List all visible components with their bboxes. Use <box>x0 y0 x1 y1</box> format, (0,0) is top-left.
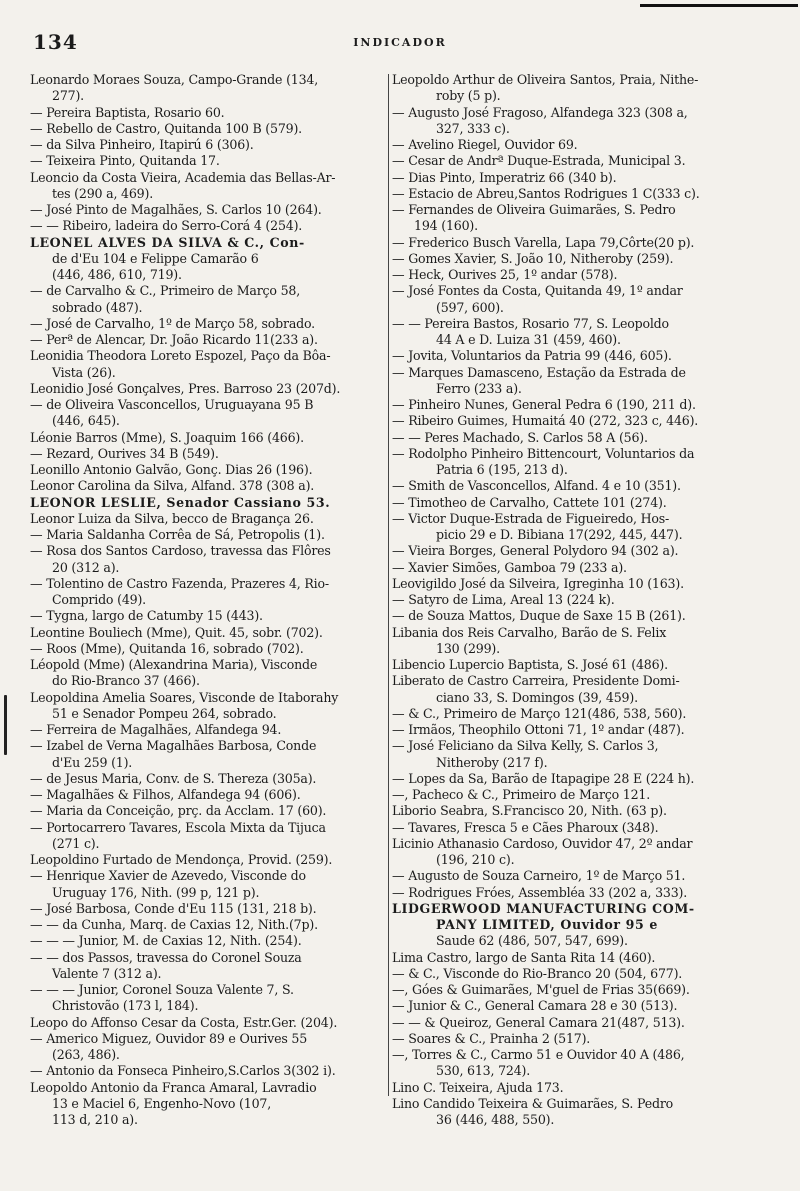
index-entry-line: 327, 333 c). <box>436 120 510 136</box>
index-entry-line: — Tygna, largo de Catumby 15 (443). <box>30 608 263 624</box>
index-entry-line: (196, 210 c). <box>436 852 515 867</box>
index-entry-line: Leonor Luiza da Silva, becco de Bragança 26. <box>30 510 314 526</box>
index-entry-line: Ferro (233 a). <box>436 380 522 396</box>
index-entry-line: —, Góes & Guimarães, M'guel de Frias 35(669). <box>392 982 690 997</box>
right-column <box>392 72 766 1128</box>
column-divider <box>388 74 389 1096</box>
index-entry-line: Leontine Bouliech (Mme), Quit. 45, sobr. (702). <box>30 624 323 640</box>
index-entry-line: — — dos Passos, travessa do Coronel Souza <box>30 949 302 965</box>
index-entry-line: — Antonio da Fonseca Pinheiro,S.Carlos 3(302 i). <box>30 1063 336 1079</box>
index-entry-line: — — — Junior, Coronel Souza Valente 7, S. <box>30 982 294 997</box>
index-entry-line: — de Carvalho & C., Primeiro de Março 58, <box>30 283 300 299</box>
index-entry-line: — Teixeira Pinto, Quitanda 17. <box>30 153 220 169</box>
index-entry-line: ciano 33, S. Domingos (39, 459). <box>436 689 638 705</box>
index-entry-line: — de Jesus Maria, Conv. de S. Thereza (305a). <box>30 770 317 786</box>
index-entry-line: Saude 62 (486, 507, 547, 699). <box>436 933 628 949</box>
index-entry-line: Leonardo Moraes Souza, Campo-Grande (134, <box>30 72 319 87</box>
index-entry-line: — Tolentino de Castro Fazenda, Prazeres 4, Rio- <box>30 575 329 591</box>
index-entry-line: — Pereira Baptista, Rosario 60. <box>30 104 225 120</box>
index-entry-line: — & C., Primeiro de Março 121(486, 538, 560). <box>392 705 687 721</box>
index-entry-line: — José Feliciano da Silva Kelly, S. Carlos 3, <box>392 738 659 754</box>
index-entry-line: de d'Eu 104 e Felippe Camarão 6 <box>52 250 259 266</box>
index-entry-line: Léopold (Mme) (Alexandrina Maria), Visconde <box>30 657 318 672</box>
index-entry-line: — Vieira Borges, General Polydoro 94 (302 a). <box>392 543 679 559</box>
index-entry-line: —, Pacheco & C., Primeiro de Março 121. <box>392 787 651 802</box>
index-entry-line: — Irmãos, Theophilo Ottoni 71, 1º andar (487). <box>392 722 685 737</box>
index-entry-line: — Augusto de Souza Carneiro, 1º de Março 51. <box>392 868 686 884</box>
index-entry-line: — Rebello de Castro, Quitanda 100 B (579). <box>30 120 302 136</box>
index-entry-line: Libencio Lupercio Baptista, S. José 61 (486). <box>392 657 668 672</box>
index-entry-line: — — Peres Machado, S. Carlos 58 A (56). <box>392 429 648 445</box>
index-entry-line: Leopoldino Furtado de Mendonça, Provid. (259). <box>30 852 333 867</box>
index-entry-line: 194 (160). <box>414 218 478 234</box>
index-entry-line: do Rio-Branco 37 (466). <box>52 673 200 689</box>
index-entry-line: 113 d, 210 a). <box>52 1112 138 1127</box>
index-entry-line: Vista (26). <box>52 364 116 380</box>
index-entry-line: 44 A e D. Luiza 31 (459, 460). <box>436 332 621 347</box>
index-entry-line: LEONOR LESLIE, Senador Cassiano 53. <box>30 494 331 510</box>
index-entry-line: (263, 486). <box>52 1047 120 1062</box>
index-entry-line: — Lopes da Sa, Barão de Itapagipe 28 E (224 h). <box>392 770 695 786</box>
index-entry-line: (271 c). <box>52 835 100 851</box>
index-entry-line: — Maria da Conceição, prç. da Acclam. 17 (60). <box>30 803 327 819</box>
index-entry-line: — Soares & C., Prainha 2 (517). <box>392 1030 591 1046</box>
index-entry-line: Leonor Carolina da Silva, Alfand. 378 (308 a). <box>30 478 315 494</box>
index-entry-line: — Ferreira de Magalhães, Alfandega 94. <box>30 722 282 737</box>
index-entry-line: — & C., Visconde do Rio-Branco 20 (504, 677). <box>392 965 683 981</box>
index-entry-line: Liberato de Castro Carreira, Presidente Domi- <box>392 673 680 689</box>
index-entry-line: — — & Queiroz, General Camara 21(487, 513). <box>392 1014 685 1030</box>
index-entry-line: — Americo Miguez, Ouvidor 89 e Ourives 55 <box>30 1030 308 1046</box>
index-entry-line: 51 e Senador Pompeu 264, sobrado. <box>52 705 277 721</box>
index-entry-line: — Junior & C., General Camara 28 e 30 (513). <box>392 998 678 1014</box>
index-entry-line: — Heck, Ourives 25, 1º andar (578). <box>392 267 618 282</box>
index-entry-line: — Satyro de Lima, Areal 13 (224 k). <box>392 592 615 607</box>
index-entry-line: Leopoldina Amelia Soares, Visconde de Itaborahy <box>30 689 339 705</box>
index-entry-line: d'Eu 259 (1). <box>52 754 133 770</box>
index-entry-line: — — Pereira Bastos, Rosario 77, S. Leopoldo <box>392 315 669 331</box>
index-entry-line: Uruguay 176, Nith. (99 p, 121 p). <box>52 884 260 900</box>
index-entry-line: 530, 613, 724). <box>436 1063 531 1079</box>
index-entry-line: — Augusto José Fragoso, Alfandega 323 (308 a, <box>392 104 688 120</box>
index-entry-line: — Xavier Simões, Gamboa 79 (233 a). <box>392 559 627 575</box>
index-entry-line: PANY LIMITED, Ouvidor 95 e <box>436 917 658 932</box>
index-entry-line: — José Barbosa, Conde d'Eu 115 (131, 218 b). <box>30 900 317 916</box>
index-entry-line: Leoncio da Costa Vieira, Academia das Bellas-Ar- <box>30 169 336 185</box>
index-entry-line: Patria 6 (195, 213 d). <box>436 462 568 477</box>
index-entry-line: — Dias Pinto, Imperatriz 66 (340 b). <box>392 169 617 185</box>
index-entry-line: — Pinheiro Nunes, General Pedra 6 (190, 211 d). <box>392 397 696 412</box>
index-entry-line: — Fernandes de Oliveira Guimarães, S. Pedro <box>392 202 676 217</box>
page-number: 134 <box>33 30 78 54</box>
index-entry-line: (446, 645). <box>52 413 120 429</box>
index-entry-line: tes (290 a, 469). <box>52 185 154 201</box>
margin-mark <box>4 695 7 755</box>
index-entry-line: roby (5 p). <box>436 88 501 104</box>
index-entry-line: LIDGERWOOD MANUFACTURING COM- <box>392 900 695 916</box>
index-entry-line: — — da Cunha, Marq. de Caxias 12, Nith.(7p). <box>30 917 318 932</box>
index-entry-line: — José de Carvalho, 1º de Março 58, sobrado. <box>30 315 315 331</box>
index-entry-line: 130 (299). <box>436 640 500 656</box>
index-entry-line: — Tavares, Fresca 5 e Cães Pharoux (348). <box>392 819 659 835</box>
index-entry-line: — Rosa dos Santos Cardoso, travessa das Flôres <box>30 543 331 559</box>
index-entry-line: — de Souza Mattos, Duque de Saxe 15 B (261). <box>392 608 686 624</box>
index-entry-line: — — — Junior, M. de Caxias 12, Nith. (254). <box>30 933 302 949</box>
index-entry-line: Lino C. Teixeira, Ajuda 173. <box>392 1079 564 1095</box>
index-entry-line: — Timotheo de Carvalho, Cattete 101 (274). <box>392 494 667 510</box>
index-entry-line: — Roos (Mme), Quitanda 16, sobrado (702). <box>30 640 304 656</box>
index-entry-line: picio 29 e D. Bibiana 17(292, 445, 447). <box>436 527 683 542</box>
index-entry-line: — Jovita, Voluntarios da Patria 99 (446, 605). <box>392 348 672 364</box>
top-rule <box>640 4 798 7</box>
index-entry-line: Libania dos Reis Carvalho, Barão de S. Felix <box>392 624 667 640</box>
index-entry-line: (446, 486, 610, 719). <box>52 267 182 282</box>
index-entry-line: Comprido (49). <box>52 592 146 607</box>
index-entry-line: — Izabel de Verna Magalhães Barbosa, Conde <box>30 738 317 754</box>
left-column <box>30 72 386 1128</box>
index-entry-line: — Maria Saldanha Corrêa de Sá, Petropolis (1). <box>30 527 325 542</box>
index-entry-line: Valente 7 (312 a). <box>52 965 162 981</box>
index-entry-line: LEONEL ALVES DA SILVA & C., Con- <box>30 234 305 250</box>
index-entry-line: — Henrique Xavier de Azevedo, Visconde do <box>30 868 306 884</box>
running-head: INDICADOR <box>353 36 447 49</box>
index-entry-line: Lino Candido Teixeira & Guimarães, S. Pedro <box>392 1095 674 1111</box>
index-entry-line: Leonidia Theodora Loreto Espozel, Paço da Bôa- <box>30 348 331 364</box>
index-entry-line: (597, 600). <box>436 299 504 315</box>
index-entry-line: — — Ribeiro, ladeira do Serro-Corá 4 (254). <box>30 218 303 234</box>
index-entry-line: Léonie Barros (Mme), S. Joaquim 166 (466). <box>30 429 304 445</box>
index-entry-line: Liborio Seabra, S.Francisco 20, Nith. (63 p). <box>392 803 667 819</box>
index-entry-line: 13 e Maciel 6, Engenho-Novo (107, <box>52 1095 272 1111</box>
index-entry-line: — Avelino Riegel, Ouvidor 69. <box>392 137 578 152</box>
index-entry-line: — Gomes Xavier, S. João 10, Nitheroby (259). <box>392 250 674 266</box>
index-entry-line: — Rodrigues Fróes, Assembléa 33 (202 a, 333). <box>392 884 688 900</box>
index-entry-line: — Ribeiro Guimes, Humaitá 40 (272, 323 c, 446). <box>392 413 699 429</box>
index-entry-line: Nitheroby (217 f). <box>436 754 548 770</box>
index-entry-line: — Cesar de Andrª Duque-Estrada, Municipal 3. <box>392 153 686 169</box>
index-entry-line: — José Fontes da Costa, Quitanda 49, 1º andar <box>392 283 683 299</box>
index-entry-line: — Marques Damasceno, Estação da Estrada de <box>392 364 686 380</box>
index-entry-line: Leonillo Antonio Galvão, Gonç. Dias 26 (196). <box>30 462 313 477</box>
index-entry-line: Leopo do Affonso Cesar da Costa, Estr.Ger. (204). <box>30 1014 338 1030</box>
index-entry-line: — Portocarrero Tavares, Escola Mixta da Tijuca <box>30 819 326 835</box>
index-entry-line: — Victor Duque-Estrada de Figueiredo, Hos- <box>392 510 670 526</box>
index-entry-line: — Rodolpho Pinheiro Bittencourt, Voluntarios da <box>392 445 695 461</box>
index-entry-line: — Frederico Busch Varella, Lapa 79,Côrte(20 p). <box>392 234 695 250</box>
index-entry-line: Leovigildo José da Silveira, Igreginha 10 (163). <box>392 575 684 591</box>
index-entry-line: — Estacio de Abreu,Santos Rodrigues 1 C(333 c). <box>392 185 700 201</box>
index-entry-line: Licinio Athanasio Cardoso, Ouvidor 47, 2º andar <box>392 835 693 851</box>
index-entry-line: — José Pinto de Magalhães, S. Carlos 10 (264). <box>30 202 322 217</box>
index-entry-line: — Perª de Alencar, Dr. João Ricardo 11(233 a). <box>30 332 318 347</box>
page-header <box>0 24 800 54</box>
index-entry-line: 277). <box>52 88 84 104</box>
index-entry-line: — da Silva Pinheiro, Itapirú 6 (306). <box>30 137 254 152</box>
index-entry-line: 20 (312 a). <box>52 559 120 575</box>
index-entry-line: Leonidio José Gonçalves, Pres. Barroso 23 (207d). <box>30 380 341 396</box>
index-entry-line: —, Torres & C., Carmo 51 e Ouvidor 40 A (486, <box>392 1047 685 1062</box>
index-entry-line: — Magalhães & Filhos, Alfandega 94 (606). <box>30 787 301 802</box>
index-entry-line: Leopoldo Arthur de Oliveira Santos, Praia, Nithe- <box>392 72 699 87</box>
index-entry-line: sobrado (487). <box>52 299 143 315</box>
index-entry-line: — de Oliveira Vasconcellos, Uruguayana 95 B <box>30 397 314 412</box>
index-entry-line: Lima Castro, largo de Santa Rita 14 (460). <box>392 949 656 965</box>
index-entry-line: — Smith de Vasconcellos, Alfand. 4 e 10 (351). <box>392 478 681 494</box>
index-entry-line: Leopoldo Antonio da Franca Amaral, Lavradio <box>30 1079 317 1095</box>
index-entry-line: Christovão (173 l, 184). <box>52 998 199 1014</box>
index-entry-line: — Rezard, Ourives 34 B (549). <box>30 445 219 461</box>
index-entry-line: 36 (446, 488, 550). <box>436 1112 555 1127</box>
